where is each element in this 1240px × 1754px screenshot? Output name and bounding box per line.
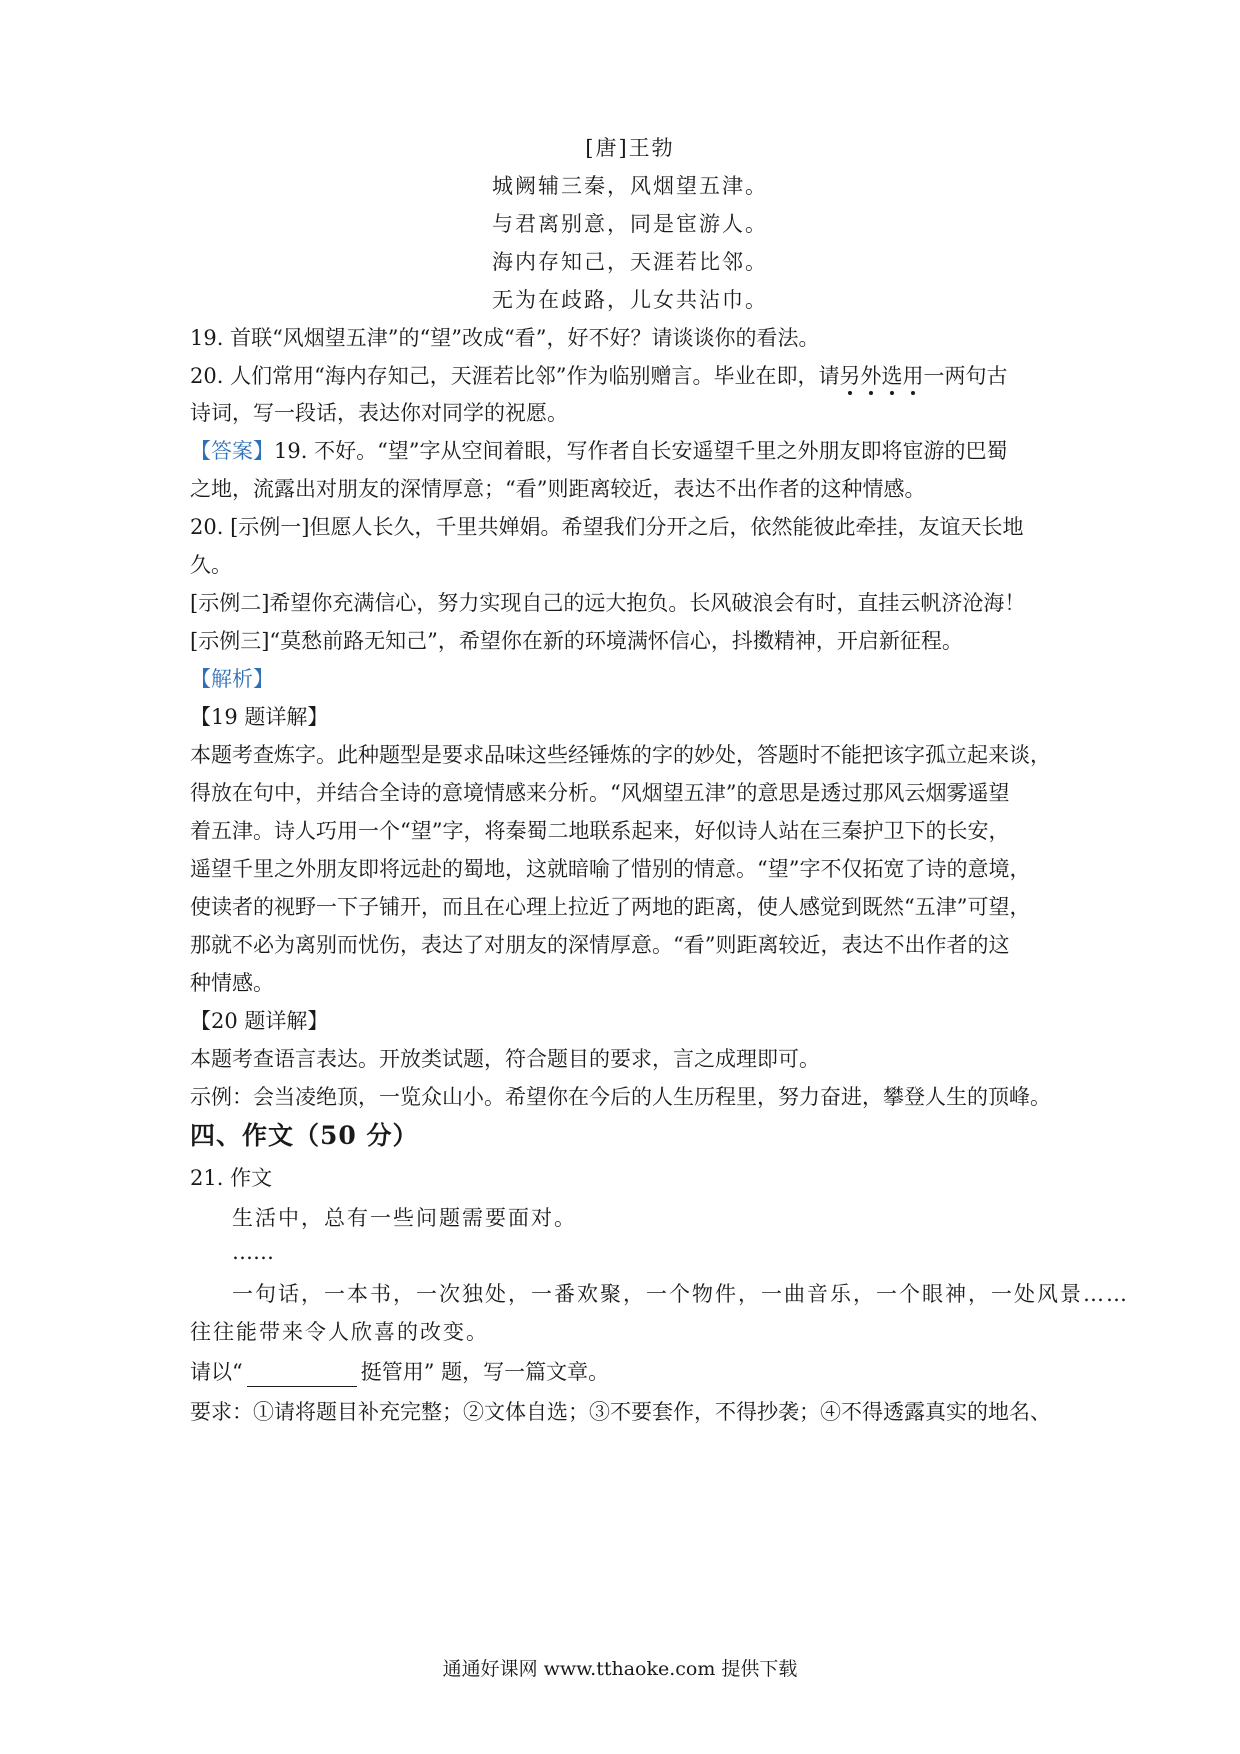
essay-prompt-1: 生活中，总有一些问题需要面对。 (232, 1206, 577, 1230)
essay-prompt-2: 一句话，一本书，一次独处，一番欢聚，一个物件，一曲音乐，一个眼神，一处风景…… (232, 1282, 1129, 1306)
analysis-20-line: 示例：会当凌绝顶，一览众山小。希望你在今后的人生历程里，努力奋进，攀登人生的顶峰。 (190, 1085, 1051, 1109)
answer-line-4: 久。 (190, 553, 232, 577)
analysis-20-line: 本题考查语言表达。开放类试题，符合题目的要求，言之成理即可。 (190, 1047, 820, 1071)
section-4-heading: 四、作文（50 分） (190, 1121, 419, 1150)
answer-line-5: [示例二]希望你充满信心，努力实现自己的远大抱负。长风破浪会有时，直挂云帆济沧海！ (190, 591, 1026, 615)
dotted-char: 另 (839, 364, 861, 388)
answer-line-2: 之地，流露出对朋友的深情厚意；“看”则距离较近，表达不出作者的这种情感。 (190, 477, 926, 501)
poem-line-4: 无为在歧路，儿女共沾巾。 (492, 288, 768, 312)
analysis-19-line: 着五津。诗人巧用一个“望”字，将秦蜀二地联系起来，好似诗人站在三秦护卫下的长安， (190, 819, 1010, 843)
answer-text: 19. 不好。“望”字从空间着眼，写作者自长安遥望千里之外朋友即将宦游的巴蜀 (274, 439, 1008, 463)
poem-line-1: 城阙辅三秦，风烟望五津。 (492, 174, 768, 198)
poem-author: [唐]王勃 (585, 136, 675, 160)
analysis-19-heading: 【19 题详解】 (190, 705, 329, 729)
analysis-19-line: 得放在句中，并结合全诗的意境情感来分析。“风烟望五津”的意思是透过那风云烟雾遥望 (190, 781, 1010, 805)
analysis-19-line: 本题考查炼字。此种题型是要求品味这些经锤炼的字的妙处，答题时不能把该字孤立起来谈， (190, 743, 1051, 767)
essay-requirements: 要求：①请将题目补充完整；②文体自选；③不要套作，不得抄袭；④不得透露真实的地名、 (190, 1400, 1051, 1424)
question-20-line-2: 诗词，写一段话，表达你对同学的祝愿。 (190, 401, 568, 425)
question-20-text-b: 一两句古 (923, 364, 1008, 388)
essay-title-line (190, 1357, 1070, 1387)
question-21: 21. 作文 (190, 1166, 273, 1190)
question-20-line-1 (190, 361, 1070, 391)
analysis-19-line: 遥望千里之外朋友即将远赴的蜀地，这就暗喻了惜别的情意。“望”字不仅拓宽了诗的意境， (190, 857, 1031, 881)
analysis-tag: 【解析】 (190, 667, 274, 691)
answer-tag: 【答案】 (190, 439, 274, 463)
essay-prompt-3: 往往能带来令人欣喜的改变。 (190, 1320, 489, 1344)
dotted-char: 用 (902, 364, 924, 388)
dotted-char: 选 (881, 364, 903, 388)
dotted-char: 外 (860, 364, 882, 388)
analysis-19-line: 那就不必为离别而忧伤，表达了对朋友的深情厚意。“看”则距离较近，表达不出作者的这 (190, 933, 1010, 957)
answer-line-1 (190, 436, 1070, 466)
essay-ellipsis: …… (232, 1240, 274, 1264)
answer-line-3: 20. [示例一]但愿人长久，千里共婵娟。希望我们分开之后，依然能彼此牵挂，友谊天长地 (190, 515, 1024, 539)
question-19: 19. 首联“风烟望五津”的“望”改成“看”，好不好？请谈谈你的看法。 (190, 326, 820, 350)
analysis-19-line: 使读者的视野一下子铺开，而且在心理上拉近了两地的距离，使人感觉到既然“五津”可望， (190, 895, 1031, 919)
question-20-text-a: 20. 人们常用“海内存知己，天涯若比邻”作为临别赠言。毕业在即，请 (190, 364, 840, 388)
poem-line-2: 与君离别意，同是宦游人。 (492, 212, 768, 236)
footer-credit: 通通好课网 www.tthaoke.com 提供下载 (442, 1658, 798, 1680)
title-blank (247, 1364, 357, 1387)
analysis-19-line: 种情感。 (190, 971, 274, 995)
answer-line-6: [示例三]“莫愁前路无知己”，希望你在新的环境满怀信心，抖擞精神，开启新征程。 (190, 629, 963, 653)
analysis-20-heading: 【20 题详解】 (190, 1009, 329, 1033)
poem-line-3: 海内存知己，天涯若比邻。 (492, 250, 768, 274)
title-suffix: 挺管用” 题，写一篇文章。 (360, 1360, 610, 1384)
title-prefix: 请以“ (190, 1360, 243, 1384)
